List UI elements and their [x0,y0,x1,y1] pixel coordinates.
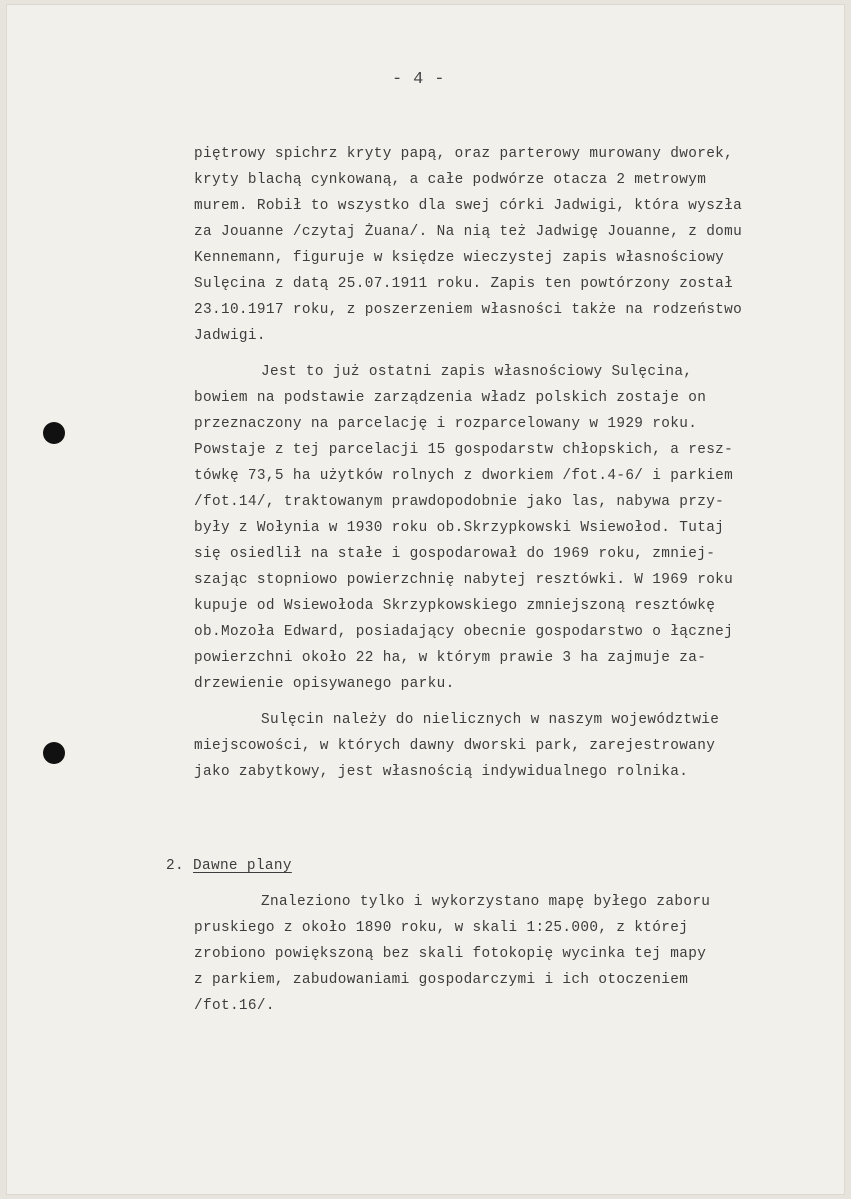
text-line: pruskiego z około 1890 roku, w skali 1:25.000, z której [194,920,689,936]
text-line: /fot.16/. [194,998,275,1014]
punch-hole [43,742,65,764]
text-line: Sulęcina z datą 25.07.1911 roku. Zapis ten powtórzony został [194,276,734,292]
text-line: szając stopniowo powierzchnię nabytej resztówki. W 1969 roku [194,572,734,588]
text-line: Powstaje z tej parcelacji 15 gospodarstw chłopskich, a resz- [194,442,734,458]
text-line: Sulęcin należy do nielicznych w naszym województwie [261,712,720,728]
text-line: tówkę 73,5 ha użytków rolnych z dworkiem /fot.4-6/ i parkiem [194,468,734,484]
text-line: Znaleziono tylko i wykorzystano mapę byłego zaboru [261,894,711,910]
text-line: Kennemann, figuruje w księdze wieczystej zapis własnościowy [194,250,725,266]
text-line: Jadwigi. [194,328,266,344]
text-line: kupuje od Wsiewołoda Skrzypkowskiego zmniejszoną resztówkę [194,598,716,614]
text-line: za Jouanne /czytaj Żuana/. Na nią też Jadwigę Jouanne, z domu [194,224,743,240]
punch-hole [43,422,65,444]
text-line: drzewienie opisywanego parku. [194,676,455,692]
text-line: były z Wołynia w 1930 roku ob.Skrzypkowski Wsiewołod. Tutaj [194,520,725,536]
text-line: bowiem na podstawie zarządzenia władz polskich zostaje on [194,390,707,406]
text-line: z parkiem, zabudowaniami gospodarczymi i ich otoczeniem [194,972,689,988]
text-line: przeznaczony na parcelację i rozparcelowany w 1929 roku. [194,416,698,432]
text-line: jako zabytkowy, jest własnością indywidualnego rolnika. [194,764,689,780]
text-line: zrobiono powiększoną bez skali fotokopię wycinka tej mapy [194,946,707,962]
text-line: Jest to już ostatni zapis własnościowy Sulęcina, [261,364,693,380]
text-line: powierzchni około 22 ha, w którym prawie 3 ha zajmuje za- [194,650,707,666]
text-line: murem. Robił to wszystko dla swej córki Jadwigi, która wyszła [194,198,743,214]
section-title: Dawne plany [192,858,292,874]
text-line: miejscowości, w których dawny dworski park, zarejestrowany [194,738,716,754]
text-line: 23.10.1917 roku, z poszerzeniem własności także na rodzeństwo [194,302,743,318]
text-line: ob.Mozoła Edward, posiadający obecnie gospodarstwo o łącznej [194,624,734,640]
section-number: 2. [166,858,184,874]
text-line: /fot.14/, traktowanym prawdopodobnie jako las, nabywa przy- [194,494,725,510]
text-line: kryty blachą cynkowaną, a całe podwórze otacza 2 metrowym [194,172,707,188]
section-heading [166,853,292,879]
typed-page [6,4,845,1195]
text-line: piętrowy spichrz kryty papą, oraz parterowy murowany dworek, [194,146,734,162]
text-line: się osiedlił na stałe i gospodarował do 1969 roku, zmniej- [194,546,716,562]
page-number: - 4 - [392,70,445,89]
